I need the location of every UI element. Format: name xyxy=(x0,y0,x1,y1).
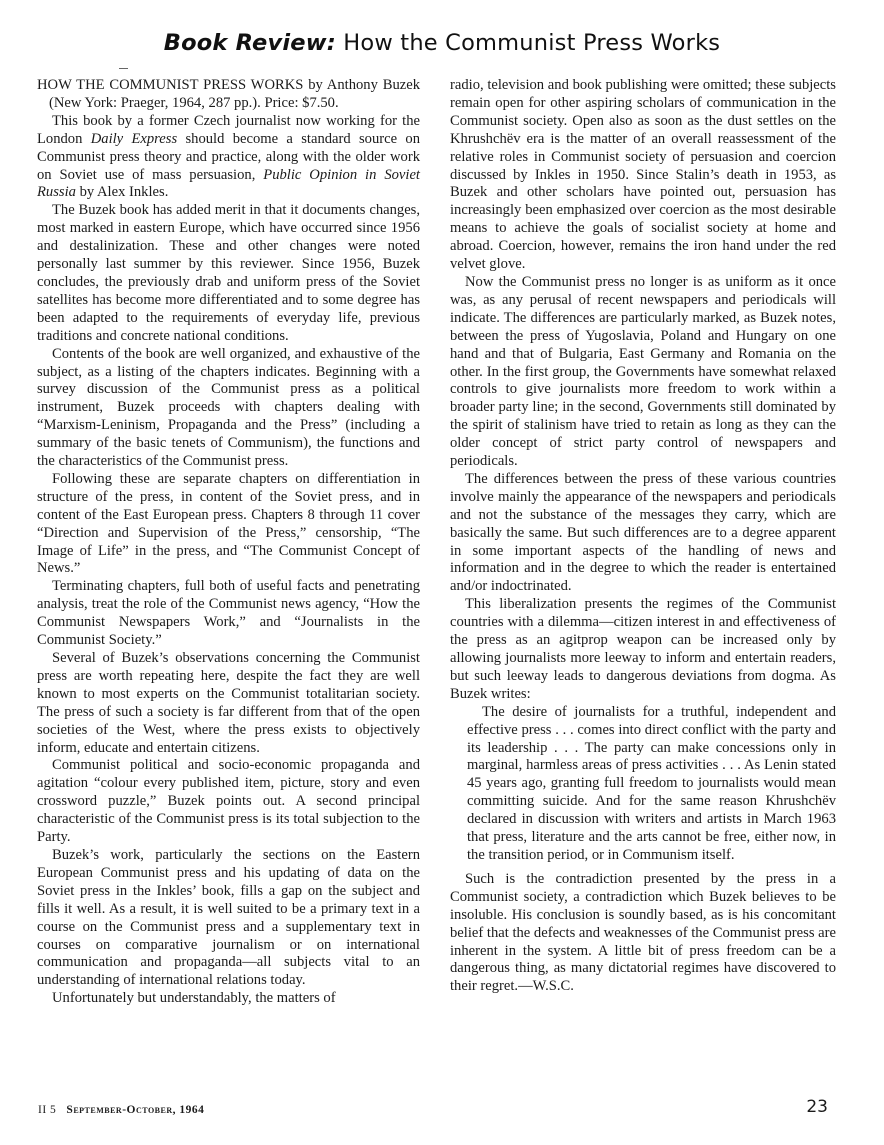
paragraph: Buzek’s work, particularly the sections on the Eastern European Communist press and his updating of data on the Soviet press in the Inkles’ book, fills a gap on the subject and fills it well. As a result, it is well suited to be a primary text in a course on the Communist press and a supplementary text in courses on comparative journalism or on international communication and propaganda—all subjects vital to an understanding of international relations today. xyxy=(37,846,420,989)
book-citation: HOW THE COMMUNIST PRESS WORKS by Anthony Buzek (New York: Praeger, 1964, 287 pp.). Price: $7.50. xyxy=(37,77,420,111)
article-title xyxy=(0,30,884,56)
paragraph: The Buzek book has added merit in that it documents changes, most marked in eastern Europe, which have occurred since 1956 and destalinization. These and other changes were noted personally last summer by this reviewer. Since 1956, Buzek concludes, the previously drab and uniform press of the Soviet satellites has become more differentiated and to some degree has been adapted to the requirements of everyday life, previous traditions and concrete national conditions. xyxy=(37,202,420,344)
paragraph: Contents of the book are well organized, and exhaustive of the subject, as a listing of the chapters indicates. Beginning with a survey discussion of the Communist press as a political instrument, Buzek proceeds with chapters dealing with “Marxism-Leninism, Propaganda and the Press” (including a summary of the basic tenets of Communism), the functions and the characteristics of the Communist press. xyxy=(37,345,420,470)
paragraph: Several of Buzek’s observations concerning the Communist press are worth repeating here, despite the fact they are well known to most experts on the Communist totalitarian society. The press of such a society is far different from that of the open societies of the West, where the press exists to objectively inform, educate and entertain citizens. xyxy=(37,650,420,756)
paragraph: Following these are separate chapters on differentiation in structure of the press, in content of the Soviet press, and in content of the East European press. Chapters 8 through 11 cover “Direction and Supervision of the Press,” censorship, “The Image of Life” in the press, and “The Communist Concept of News.” xyxy=(37,470,420,577)
paragraph: This liberalization presents the regimes of the Communist countries with a dilemma—citizen interest in and effectiveness of the press as an agitprop weapon can be increased only by allowing journalists more leeway to inform and entertain readers, but such leeway leads to dangerous deviations from dogma. As Buzek writes: xyxy=(450,596,836,702)
paragraph xyxy=(37,113,420,203)
paragraph: Now the Communist press no longer is as uniform as it once was, as any perusal of recent newspapers and periodicals will indicate. The differences are particularly marked, as Buzek notes, between the press of Yugoslavia, Poland and Hungary on one hand and that of Bulgaria, East Germany and Romania on the other. In the first group, the Governments have somewhat relaxed controls to give journalists more freedom to work within a broader party line; in the second, Governments still dominated by the spirit of stalinism have tried to retain as long as they can the older concept of strict party control of newspapers and periodicals. xyxy=(450,273,836,470)
block-quote: The desire of journalists for a truthful, independent and effective press . . . comes into direct conflict with the party and its leadership . . . The party can make concessions only in marginal, harmless areas of press activities . . . As Lenin stated 45 years ago, granting full freedom to journalists would mean committing suicide. And for the same reason Khrushchëv declared in discussion with writers and artists in March 1963 that press, literature and the arts cannot be free, either now, in the transition period, or in Communism itself. xyxy=(467,703,836,863)
issue-date: September-October, 1964 xyxy=(66,1104,205,1116)
paragraph-text: by Alex Inkles. xyxy=(75,184,169,201)
volume-number: II 5 xyxy=(38,1104,57,1116)
paragraph-text: should become a standard source on Communist press theory and practice, along with the older work on Soviet use of mass persuasion, xyxy=(37,130,420,183)
paragraph: Unfortunately but understandably, the matters of xyxy=(52,990,336,1007)
paragraph: Communist political and socio-economic propaganda and agitation “colour every published item, picture, story and even crossword puzzle,” Buzek points out. A second principal characteristic of the Communist press is its total subjection to the Party. xyxy=(37,757,420,846)
paragraph-text: This book by a former Czech journalist now working for the London xyxy=(37,112,420,147)
title-kicker: Book Review: xyxy=(163,30,336,56)
page-number: 23 xyxy=(806,1097,828,1117)
paragraph: The differences between the press of these various countries involve mainly the appearance of the newspapers and periodicals and not the substance of the messages they carry, which are basically the same. But such differences are to a degree apparent in some important aspects of the handling of news and information and in the degree to which the reader is entertained and/or indoctrinated. xyxy=(450,470,836,595)
paragraph: radio, television and book publishing were omitted; these subjects remain open for other aspiring scholars of communication in the Communist society. Open also as soon as the dust settles on the Khrushchëv era is the matter of an overall reassessment of the relative roles in Communist society of persuasion and coercion discussed by Inkles in 1950. Since Stalin’s death in 1953, as Buzek and other scholars have pointed out, persuasion has increasingly been emphasized over coercion as the most desirable means to achieve the goals of socialist society at home and abroad. Coercion, however, remains the iron hand under the red velvet glove. xyxy=(450,77,836,273)
stray-mark xyxy=(119,68,128,69)
right-column xyxy=(450,77,836,996)
title-text: How the Communist Press Works xyxy=(343,30,721,56)
left-column xyxy=(37,77,420,1008)
paragraph: Terminating chapters, full both of useful facts and penetrating analysis, treat the role of the Communist news agency, “How the Communist Newspapers Work,” and “Journalists in the Communist Society.” xyxy=(37,578,420,649)
italic-title: Daily Express xyxy=(90,130,178,147)
footer-issue-info xyxy=(38,1104,204,1116)
italic-title: Public Opinion in Soviet Russia xyxy=(37,166,420,201)
paragraph: Such is the contradiction presented by the press in a Communist society, a contradiction which Buzek believes to be insoluble. His conclusion is soundly based, as is his concomitant belief that the defects and weaknesses of the Communist press are inherent in the system. A little bit of press freedom can be a dangerous thing, as many dictatorial regimes have discovered to their regret.—W.S.C. xyxy=(450,870,836,995)
